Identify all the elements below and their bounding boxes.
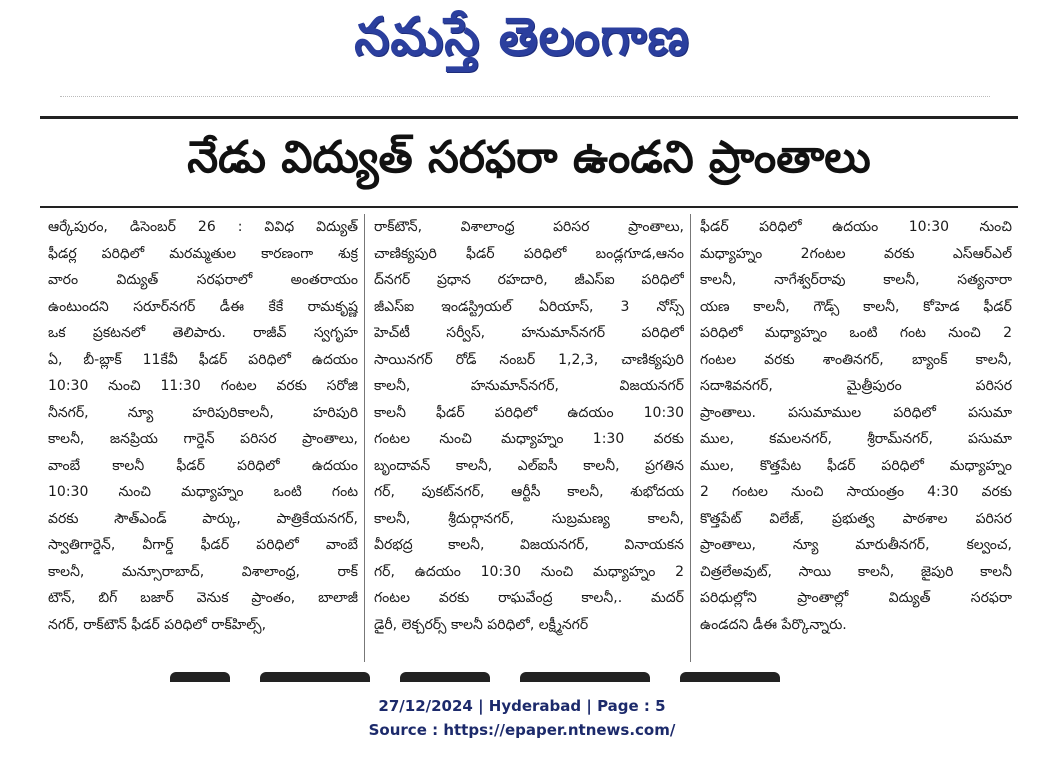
article-text-line: ఆర్కేపురం, డిసెంబర్ 26 : వివిధ విద్యుత్ <box>48 219 358 235</box>
article-text-line: ముల, కమలనగర్, శ్రీరామ్‌నగర్, పసుమా <box>700 431 1012 447</box>
article-text-line: పరిధిలో మధ్యాహ్నం ఒంటి గంట నుంచి 2 <box>700 325 1012 341</box>
headline-divider <box>40 206 1018 208</box>
article-text-line: ఒక ప్రకటనలో తెలిపారు. రాజీవ్ స్వగృహ <box>48 325 358 341</box>
masthead-divider <box>60 96 990 97</box>
article-text-line: సాయినగర్ రోడ్ నంబర్ 1,2,3, చాణిక్యపురి <box>374 351 684 368</box>
article-text-line: బృందావన్ కాలనీ, ఎల్ఐసీ కాలనీ, ప్రగతిన <box>374 457 684 474</box>
article-text-line: మధ్యాహ్నం 2గంటల వరకు ఎస్ఆర్ఎల్ <box>700 245 1012 262</box>
article-text-line: వారం విద్యుత్ సరఫరాలో అంతరాయం <box>48 272 358 288</box>
article-headline-box <box>40 124 1018 202</box>
article-text-line: కాలనీ ఫీడర్ పరిధిలో ఉదయం 10:30 <box>374 404 684 421</box>
article-text-line: ఏ, బీ-బ్లాక్ 11కేవీ ఫీడర్ పరిధిలో ఉదయం <box>48 351 358 368</box>
cropped-glyph <box>400 672 490 682</box>
article-top-border <box>40 116 1018 119</box>
article-text-line: 2 గంటల నుంచి సాయంత్రం 4:30 వరకు <box>700 484 1012 500</box>
article-text-line: గంటల వరకు రాఘవేంద్ర కాలనీ,. మదర్ <box>374 590 684 606</box>
article-text-line: 10:30 నుంచి 11:30 గంటల వరకు సరోజి <box>48 378 358 394</box>
article-text-line: హెచ్‌టీ సర్వీస్, హనుమాన్‌నగర్ పరిధిలో <box>374 325 684 341</box>
article-text-line: వరకు సౌత్‌ఎండ్ పార్కు, పాత్రికేయనగర్, <box>48 510 358 527</box>
article-text-line: నగర్, రాక్‌టౌన్ ఫీడర్ పరిధిలో రాక్‌హిల్స్, <box>48 616 267 633</box>
article-column-2 <box>374 214 684 664</box>
article-text-line: గర్, పుకట్‌నగర్, ఆర్టీసీ కాలనీ, శుభోదయ <box>374 484 684 500</box>
column-rule <box>690 214 691 662</box>
article-text-line: ఉంటుందని సరూర్‌నగర్ డీఈ కేకే రామకృష్ణ <box>48 298 358 315</box>
article-text-line: సదాశివనగర్, మైత్రీపురం పరిసర <box>700 378 1012 394</box>
article-text-line: కాలనీ, మన్సూరాబాద్, విశాలాంధ్ర, రాక్ <box>48 563 358 580</box>
article-text-line: ప్రాంతాలు, న్యూ మారుతీనగర్, కల్వంచ, <box>700 537 1012 553</box>
page-footer <box>0 694 1044 742</box>
article-text-line: వీరభద్ర కాలనీ, విజయనగర్, వినాయకన <box>374 537 684 553</box>
article-text-line: ఫీడర్ పరిధిలో ఉదయం 10:30 నుంచి <box>700 219 1012 235</box>
cropped-glyph <box>680 672 780 682</box>
article-column-1 <box>48 214 358 664</box>
article-text-line: యణ కాలనీ, గౌడ్స్ కాలనీ, కోహెడ ఫీడర్ <box>700 298 1012 315</box>
article-text-line: టౌన్, బిగ్ బజార్ వెనుక ప్రాంతం, బాలాజీ <box>48 590 358 606</box>
article-text-line: 10:30 నుంచి మధ్యాహ్నం ఒంటి గంట <box>48 484 358 500</box>
cropped-glyph <box>260 672 370 682</box>
article-text-line: స్వాతిగార్డెన్, వీగార్డ్ ఫీడర్ పరిధిలో వాంబే <box>48 537 358 553</box>
article-text-line: ముల, కొత్తపేట ఫీడర్ పరిధిలో మధ్యాహ్నం <box>700 457 1012 474</box>
next-article-headline-cropped <box>170 668 810 682</box>
article-column-3 <box>700 214 1012 664</box>
article-text-line: డైరీ, లెక్చరర్స్ కాలనీ పరిధిలో, లక్ష్మీనగర్ <box>374 616 589 633</box>
article-text-line: ఉండదని డీఈ పేర్కొన్నారు. <box>700 616 847 633</box>
masthead <box>0 6 1044 80</box>
newspaper-logo: నమస్తే తెలంగాణ <box>354 5 690 67</box>
cropped-glyph <box>520 672 650 682</box>
edition-info: 27/12/2024 | Hyderabad | Page : 5 <box>378 697 666 715</box>
article-text-line: ద్‌నగర్ ప్రధాన రహదారి, జీఎస్ఐ పరిధిలో <box>374 272 684 288</box>
article-text-line: వాంబే కాలనీ ఫీడర్ పరిధిలో ఉదయం <box>48 457 358 474</box>
article-text-line: జీఎస్ఐ ఇండస్ట్రియల్ ఏరియాస్, 3 నోస్స్ <box>374 298 684 315</box>
article-text-line: గంటల నుంచి మధ్యాహ్నం 1:30 వరకు <box>374 431 684 447</box>
article-text-line: ఫీడర్ల పరిధిలో మరమ్మతుల కారణంగా శుక్ర <box>48 245 358 262</box>
article-text-line: గర్, ఉదయం 10:30 నుంచి మధ్యాహ్నం 2 <box>374 563 684 580</box>
column-rule <box>364 214 365 662</box>
article-text-line: గంటల వరకు శాంతినగర్, బ్యాంక్ కాలనీ, <box>700 351 1012 368</box>
article-text-line: కాలనీ, జనప్రియ గార్డెన్ పరిసర ప్రాంతాలు, <box>48 431 358 447</box>
source-link[interactable]: Source : https://epaper.ntnews.com/ <box>368 721 676 739</box>
article-text-line: నీనగర్, న్యూ హరిపురికాలనీ, హరిపురి <box>48 404 358 421</box>
article-text-line: పరిధుల్లోని ప్రాంతాల్లో విద్యుత్ సరఫరా <box>700 590 1012 606</box>
article-text-line: చిత్రలేఅవుట్, సాయి కాలనీ, జైపురి కాలనీ <box>700 563 1012 580</box>
article-headline: నేడు విద్యుత్ సరఫరా ఉండని ప్రాంతాలు <box>187 132 871 183</box>
article-text-line: కాలనీ, శ్రీదుర్గానగర్, సుబ్రమణ్య కాలనీ, <box>374 510 684 527</box>
article-text-line: ప్రాంతాలు. పసుమాముల పరిధిలో పసుమా <box>700 404 1012 421</box>
cropped-glyph <box>170 672 230 682</box>
article-text-line: రాక్‌టౌన్, విశాలాంధ్ర పరిసర ప్రాంతాలు, <box>374 219 684 235</box>
article-text-line: కొత్తపేట్ విలేజ్, ప్రభుత్వ పాఠశాల పరిసర <box>700 510 1012 527</box>
article-text-line: చాణిక్యపురి ఫీడర్ పరిధిలో బండ్లగూడ,ఆనం <box>374 245 684 262</box>
article-text-line: కాలనీ, హనుమాన్‌నగర్, విజయనగర్ <box>374 378 684 394</box>
article-text-line: కాలనీ, నాగేశ్వర్‌రావు కాలనీ, సత్యనారా <box>700 272 1012 288</box>
